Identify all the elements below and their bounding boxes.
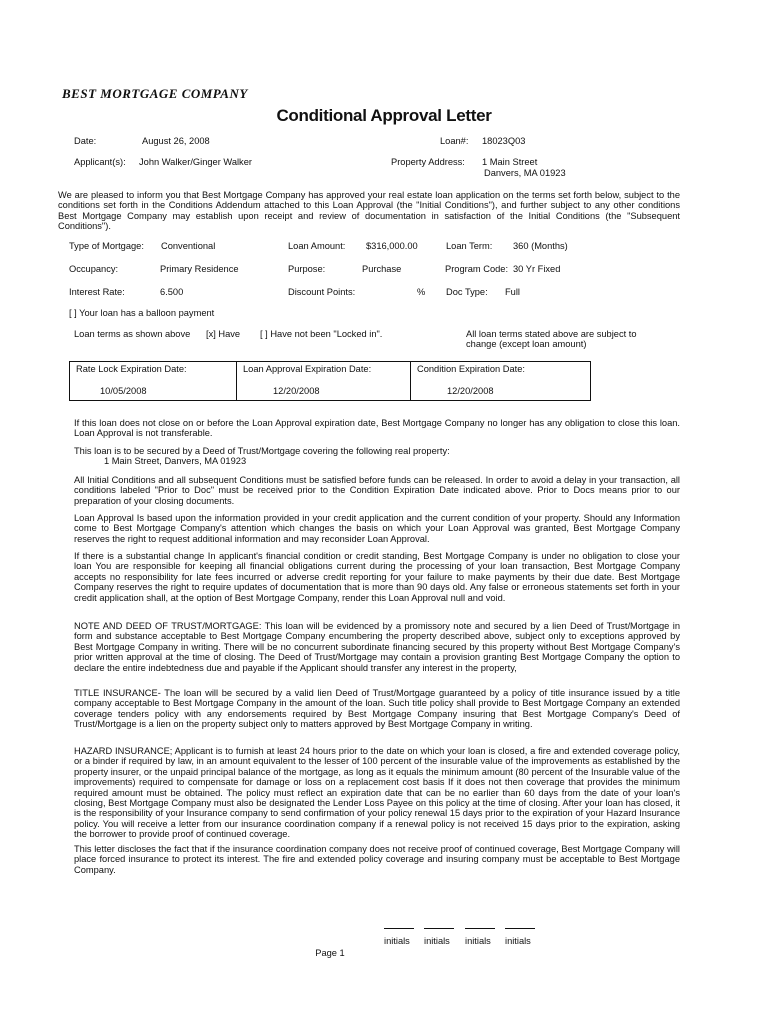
applicant-label: Applicant(s): [74, 157, 126, 167]
company-name: BEST MORTGAGE COMPANY [62, 86, 248, 101]
page-number: Page 1 [315, 948, 345, 958]
initials-label-2: initials [424, 936, 450, 946]
paragraph-title-insurance: TITLE INSURANCE- The loan will be secured by a valid lien Deed of Trust/Mortgage guaranteed by a policy of title insurance issued by a title company acceptable to Best Mortgage Company in the amount of the loan. Such title policy shall provide to Best Mortgage Company an extended coverage tenders policy with any endorsements required by Best Mortgage Company insuring that Best Mortgage Company's Deed of Trust/Mortgage is a lien on the property subject only to matters approved by Best Mortgage Company in writing. [74, 688, 680, 730]
initials-line-2 [424, 928, 454, 929]
condition-value: 12/20/2008 [447, 386, 494, 396]
initials-line-1 [384, 928, 414, 929]
property-address-line1: 1 Main Street [482, 157, 538, 167]
interest-rate-label: Interest Rate: [69, 287, 125, 297]
loan-terms-subject-note: All loan terms stated above are subject to change (except loan amount) [466, 329, 637, 350]
loan-terms-shown-label: Loan terms as shown above [74, 329, 191, 339]
have-locked-checkbox: [x] Have [206, 329, 241, 339]
initials-label-1: initials [384, 936, 410, 946]
program-code-value: 30 Yr Fixed [513, 264, 561, 274]
paragraph-conditions: All Initial Conditions and all subsequent Conditions must be satisfied before funds can be released. In order to avoid a delay in your transaction, all conditions labeled "Prior to Doc" must be received prior to the Condition Expiration Date indicated above. Prior to Docs means prior to our preparation of your closing documents. [74, 475, 680, 506]
initials-line-3 [465, 928, 495, 929]
discount-points-unit: % [417, 287, 426, 297]
condition-header: Condition Expiration Date: [417, 364, 526, 374]
doc-type-value: Full [505, 287, 520, 297]
rate-lock-value: 10/05/2008 [100, 386, 147, 396]
loan-approval-value: 12/20/2008 [273, 386, 320, 396]
loan-amount-label: Loan Amount: [288, 241, 346, 251]
loan-approval-header: Loan Approval Expiration Date: [243, 364, 372, 374]
program-code-label: Program Code: [445, 264, 509, 274]
loan-term-value: 360 (Months) [513, 241, 568, 251]
have-not-locked-checkbox: [ ] Have not been "Locked in". [260, 329, 383, 339]
purpose-label: Purpose: [288, 264, 326, 274]
paragraph-forced-insurance: This letter discloses the fact that if the insurance coordination company does not receive proof of continued coverage, Best Mortgage Company will place forced insurance to protect its interest. The fire and extended policy coverage and insuring company must be acceptable to Best Mortgage Company. [74, 844, 680, 875]
security-property-address: 1 Main Street, Danvers, MA 01923 [104, 456, 247, 466]
date-label: Date: [74, 136, 97, 146]
document-title: Conditional Approval Letter [276, 106, 492, 125]
expiration-dates-table [69, 361, 591, 401]
date-value: August 26, 2008 [142, 136, 210, 146]
loan-approval-cell [237, 362, 411, 401]
loan-amount-value: $316,000.00 [366, 241, 418, 251]
paragraph-security: This loan is to be secured by a Deed of Trust/Mortgage covering the following real property: [74, 446, 450, 456]
purpose-value: Purchase [362, 264, 402, 274]
mortgage-type-value: Conventional [161, 241, 216, 251]
initials-label-3: initials [465, 936, 491, 946]
paragraph-note-deed: NOTE AND DEED OF TRUST/MORTGAGE: This loan will be evidenced by a promissory note and secured by a lien Deed of Trust/Mortgage in form and substance acceptable to Best Mortgage Company encumbering the property described above, subject only to exceptions approved by Best Mortgage Company in writing. There will be no concurrent subordinate financing secured by this property without Best Mortgage Company's prior written approval at the time of closing. The Deed of Trust/Mortgage may contain a provision granting Best Mortgage Company the option to declare the entire indebtedness due and payable if the Applicant should transfer any interest in the property, [74, 621, 680, 673]
initials-line-4 [505, 928, 535, 929]
interest-rate-value: 6.500 [160, 287, 184, 297]
occupancy-label: Occupancy: [69, 264, 119, 274]
paragraph-financial-change: If there is a substantial change In applicant's financial condition or credit standing, Best Mortgage Company is under no obligation to close your loan You are responsible for keeping all financial obligations current during the processing of your loan transaction, Best Mortgage Company accepts no responsibility for late fees incurred or adverse credit reporting for your failure to make payments by their due date. Best Mortgage Company reserves the right to require updates of documentation that is more than 90 days old. Any false or erroneous statements set forth in your credit application shall, at the option of Best Mortgage Company, render this Loan Approval null and void. [74, 551, 680, 603]
paragraph-approval-basis: Loan Approval Is based upon the information provided in your credit application and the current condition of your property. Should any Information come to Best Mortgage Company's attention which changes the basis on which your Loan Approval was granted, Best Mortgage Company reserves the right to request additional information and may reconsider Loan Approval. [74, 513, 680, 544]
doc-type-label: Doc Type: [446, 287, 488, 297]
discount-points-label: Discount Points: [288, 287, 356, 297]
property-address-label: Property Address: [391, 157, 465, 167]
loan-number-label: Loan#: [440, 136, 469, 146]
property-address-line2: Danvers, MA 01923 [484, 168, 566, 178]
condition-cell [411, 362, 591, 401]
rate-lock-cell [70, 362, 237, 401]
balloon-payment-checkbox: [ ] Your loan has a balloon payment [69, 308, 215, 318]
initials-label-4: initials [505, 936, 531, 946]
applicant-value: John Walker/Ginger Walker [139, 157, 252, 167]
paragraph-hazard-insurance: HAZARD INSURANCE; Applicant is to furnish at least 24 hours prior to the date on which your loan is closed, a fire and extended coverage policy, or a binder if required by law, in an amount equivalent to the lesser of 100 percent of the insurable value of the improvements as established by the property insurer, or the unpaid principal balance of the mortgage, as long as it equals the minimum amount (80 percent of the Insurable value of the improvements) required to compensate for damage or loss on a replacement cost basis If it does not then coverage that provides the minimum required amount must be obtained. The policy must reflect an expiration date that can be no earlier than 60 days from the date of your loan's closing, Best Mortgage Company must also be designated the Lender Loss Payee on this policy at the time of closing. After your loan has closed, it is the responsibility of your Insurance company to send confirmation of your policy renewal 15 days prior to the expiration of your Hazard Insurance policy. You will receive a letter from our insurance coordination company if a renewal policy is not received 15 days prior to the expiration, asking the borrower to provide proof of continued coverage. [74, 746, 680, 840]
loan-number-value: 18023Q03 [482, 136, 526, 146]
mortgage-type-label: Type of Mortgage: [69, 241, 144, 251]
intro-paragraph: We are pleased to inform you that Best Mortgage Company has approved your real estate loan application on the terms set forth below, subject to the conditions set forth in the Conditions Addendum attached to this Loan Approval (the "Initial Conditions"), and further subject to any other conditions Best Mortgage Company may establish upon receipt and review of documentation in satisfaction of the Initial Conditions (the "Subsequent Conditions"). [58, 190, 680, 232]
occupancy-value: Primary Residence [160, 264, 239, 274]
loan-term-label: Loan Term: [446, 241, 493, 251]
rate-lock-header: Rate Lock Expiration Date: [76, 364, 187, 374]
paragraph-expiration: If this loan does not close on or before the Loan Approval expiration date, Best Mortgage Company no longer has any obligation to close this loan. Loan Approval is not transferable. [74, 418, 680, 439]
